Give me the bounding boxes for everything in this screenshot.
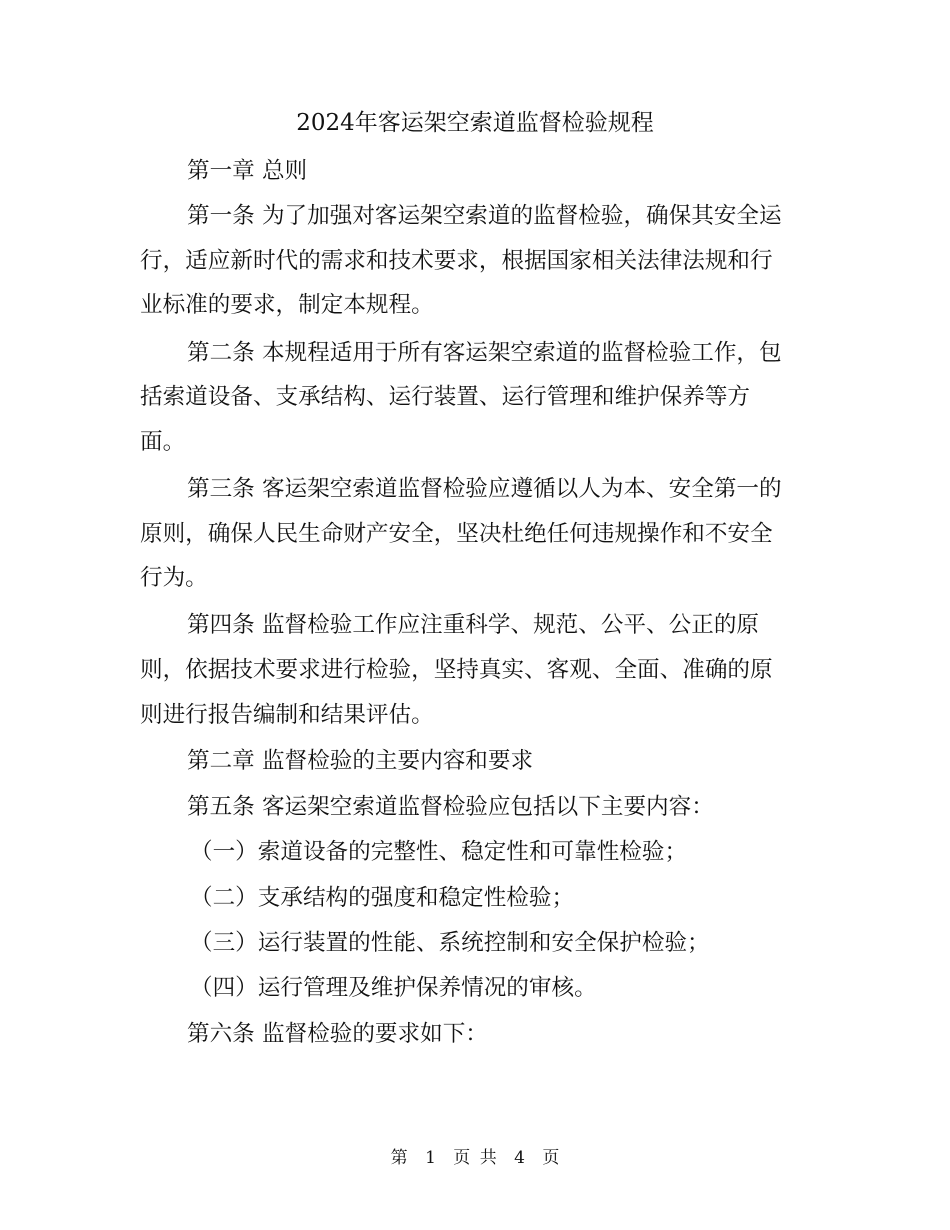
- page-label-mid: 页 共: [453, 1148, 497, 1168]
- paragraph-line: 第一条 为了加强对客运架空索道的监督检验，确保其安全运: [187, 203, 782, 229]
- paragraph-line: 第三条 客运架空索道监督检验应遵循以人为本、安全第一的: [187, 476, 782, 502]
- page-label-suffix: 页: [542, 1148, 560, 1168]
- paragraph-line: 行为。: [140, 565, 208, 591]
- paragraph-line: 面。: [140, 429, 186, 455]
- chapter-heading: 第二章 监督检验的主要内容和要求: [187, 748, 534, 774]
- paragraph-line: 业标准的要求，制定本规程。: [140, 292, 434, 318]
- current-page-number: 1: [425, 1148, 436, 1168]
- total-pages-number: 4: [514, 1148, 525, 1168]
- paragraph-line: 第四条 监督检验工作应注重科学、规范、公平、公正的原: [187, 612, 760, 638]
- paragraph-line: 行，适应新时代的需求和技术要求，根据国家相关法律法规和行: [140, 248, 773, 274]
- page-label-prefix: 第: [390, 1148, 408, 1168]
- list-item: （四）运行管理及维护保养情况的审核。: [190, 975, 597, 1001]
- list-item: （三）运行装置的性能、系统控制和安全保护检验；: [190, 930, 710, 956]
- paragraph-line: 则进行报告编制和结果评估。: [140, 702, 434, 728]
- paragraph-line: 则，依据技术要求进行检验，坚持真实、客观、全面、准确的原: [140, 657, 773, 683]
- document-title: 2024年客运架空索道监督检验规程: [296, 110, 654, 136]
- paragraph-line: 第二条 本规程适用于所有客运架空索道的监督检验工作，包: [187, 340, 782, 366]
- page-footer: [0, 1146, 950, 1170]
- paragraph-line: 第五条 客运架空索道监督检验应包括以下主要内容：: [187, 794, 714, 820]
- list-item: （二）支承结构的强度和稳定性检验；: [190, 885, 575, 911]
- paragraph-line: 第六条 监督检验的要求如下：: [187, 1021, 488, 1047]
- chapter-heading: 第一章 总则: [187, 158, 308, 184]
- paragraph-line: 括索道设备、支承结构、运行装置、运行管理和维护保养等方: [140, 384, 751, 410]
- paragraph-line: 原则，确保人民生命财产安全，坚决杜绝任何违规操作和不安全: [140, 521, 773, 547]
- list-item: （一）索道设备的完整性、稳定性和可靠性检验；: [190, 839, 688, 865]
